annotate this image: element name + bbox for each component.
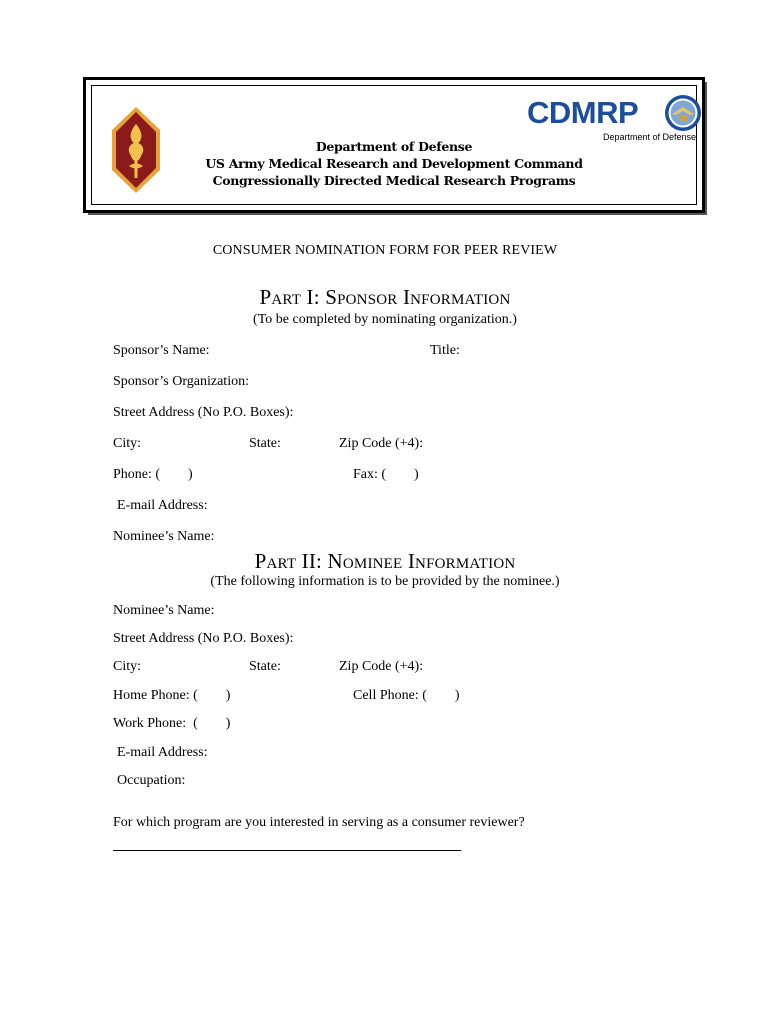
part1-heading: Part I: Sponsor Information — [259, 285, 511, 309]
sponsor-fax-label: Fax: ( ) — [353, 467, 419, 482]
part2-subheading: (The following information is to be provided by the nominee.) — [210, 574, 560, 589]
part1-subheading: (To be completed by nominating organization.) — [253, 312, 517, 327]
sponsor-state-label: State: — [249, 436, 281, 451]
letterhead-text — [92, 138, 696, 189]
nominee-home-phone-label: Home Phone: ( ) — [113, 688, 231, 703]
nominee-work-phone-label: Work Phone: ( ) — [113, 716, 231, 731]
sponsor-zip-label: Zip Code (+4): — [339, 436, 424, 451]
nominee-occupation-label: Occupation: — [117, 773, 186, 788]
letterhead-box — [83, 77, 705, 213]
part2-heading: Part II: Nominee Information — [254, 549, 516, 573]
sponsor-email-label: E-mail Address: — [117, 498, 208, 513]
sponsor-organization-label: Sponsor’s Organization: — [113, 374, 249, 389]
nominee-email-label: E-mail Address: — [117, 745, 208, 760]
sponsor-title-label: Title: — [430, 343, 460, 358]
cdmrp-logo-text: CDMRP — [527, 95, 639, 130]
nominee-city-label: City: — [113, 659, 142, 674]
sponsor-street-label: Street Address (No P.O. Boxes): — [113, 405, 294, 420]
header-shadow-bottom — [88, 213, 707, 215]
letterhead-inner-border — [91, 85, 697, 205]
letterhead-line-command: US Army Medical Research and Development Command — [205, 156, 583, 171]
letterhead-line-department: Department of Defense — [315, 139, 473, 154]
sponsor-phone-label: Phone: ( ) — [113, 467, 193, 482]
cdmrp-logo-subtext: Department of Defense — [603, 132, 697, 142]
nominee-street-label: Street Address (No P.O. Boxes): — [113, 631, 294, 646]
nominee-name-label: Nominee’s Name: — [113, 603, 215, 618]
sponsor-name-label: Sponsor’s Name: — [113, 343, 210, 358]
cdmrp-logo — [527, 94, 707, 144]
dod-seal-icon — [664, 94, 702, 132]
nominee-zip-label: Zip Code (+4): — [339, 659, 424, 674]
form-title: CONSUMER NOMINATION FORM FOR PEER REVIEW — [212, 243, 558, 258]
program-answer-line — [113, 850, 461, 851]
sponsor-nominee-name-label: Nominee’s Name: — [113, 529, 215, 544]
sponsor-city-label: City: — [113, 436, 142, 451]
nominee-state-label: State: — [249, 659, 281, 674]
letterhead-line-programs: Congressionally Directed Medical Research Programs — [212, 173, 576, 188]
program-question-label: For which program are you interested in serving as a consumer reviewer? — [113, 815, 525, 830]
nominee-cell-phone-label: Cell Phone: ( ) — [353, 688, 460, 703]
